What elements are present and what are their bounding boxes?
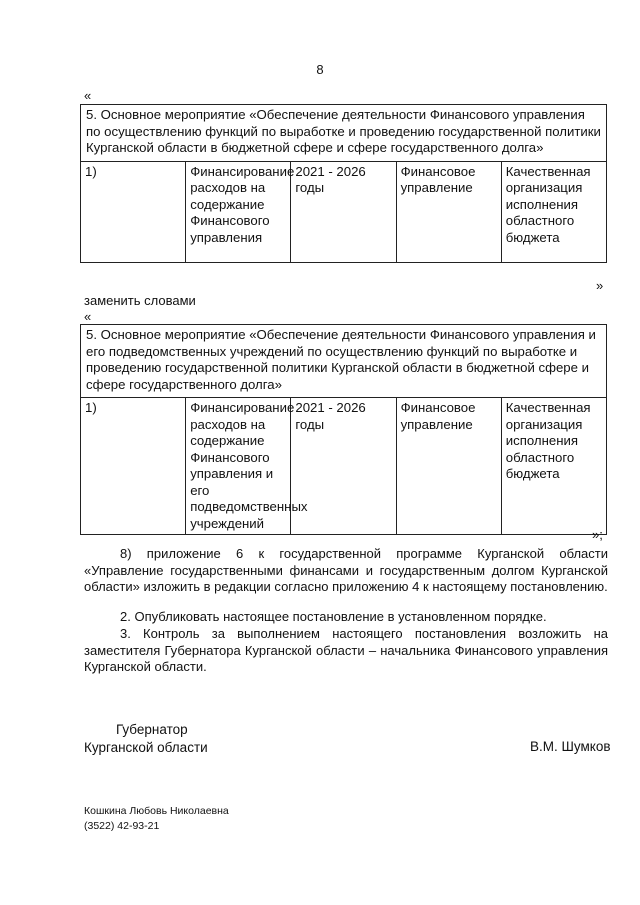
paragraph-control: 3. Контроль за выполнением настоящего постановления возложить на заместителя Губернатора Курганской области – начальника Финансового управления Курганской области. <box>84 626 608 674</box>
signature-title <box>84 721 208 757</box>
row-period: 2021 - 2026 годы <box>291 398 396 535</box>
row-result: Качественная организация исполнения областного бюджета <box>501 398 606 535</box>
row-result: Качественная организация исполнения областного бюджета <box>501 161 606 262</box>
table-replacement <box>80 324 607 535</box>
replace-words: заменить словами <box>84 293 196 308</box>
signatory-name: В.М. Шумков <box>530 739 611 754</box>
table-replacement-heading: 5. Основное мероприятие «Обеспечение деятельности Финансового управления и его подведомственных учреждений по осуществлению функций по выработке и проведению государственной политики Курганской области в бюджетной сфере и сфере государственного долга» <box>81 325 607 398</box>
row-executor: Финансовое управление <box>396 398 501 535</box>
paragraph-item-8: 8) приложение 6 к государственной программе Курганской области «Управление государственными финансами и государственным долгом Курганской области» изложить в редакции согласно приложению 4 к настоящему постановлению. <box>84 546 608 594</box>
row-number: 1) <box>81 398 186 535</box>
contact-person: Кошкина Любовь Николаевна <box>84 805 229 817</box>
signature-title-line2: Курганской области <box>84 740 208 755</box>
page-number: 8 <box>316 62 324 77</box>
close-quote-1: » <box>596 278 604 293</box>
row-executor: Финансовое управление <box>396 161 501 262</box>
close-quote-2: »; <box>592 527 603 542</box>
table-original <box>80 104 607 263</box>
table-original-heading: 5. Основное мероприятие «Обеспечение деятельности Финансового управления по осуществлению функций по выработке и проведению государственной политики Курганской области в бюджетной сфере и сфере государственного долга» <box>81 105 607 162</box>
paragraph-publish: 2. Опубликовать настоящее постановление в установленном порядке. <box>120 609 547 624</box>
open-quote-1: « <box>84 88 92 103</box>
open-quote-2: « <box>84 309 92 324</box>
row-name: Финансирование расходов на содержание Финансового управления <box>186 161 291 262</box>
contact-info <box>84 804 229 834</box>
contact-phone: (3522) 42-93-21 <box>84 820 160 832</box>
row-name: Финансирование расходов на содержание Финансового управления и его подведомственных учреждений <box>186 398 291 535</box>
row-number: 1) <box>81 161 186 262</box>
signature-title-line1: Губернатор <box>116 722 188 737</box>
row-period: 2021 - 2026 годы <box>291 161 396 262</box>
